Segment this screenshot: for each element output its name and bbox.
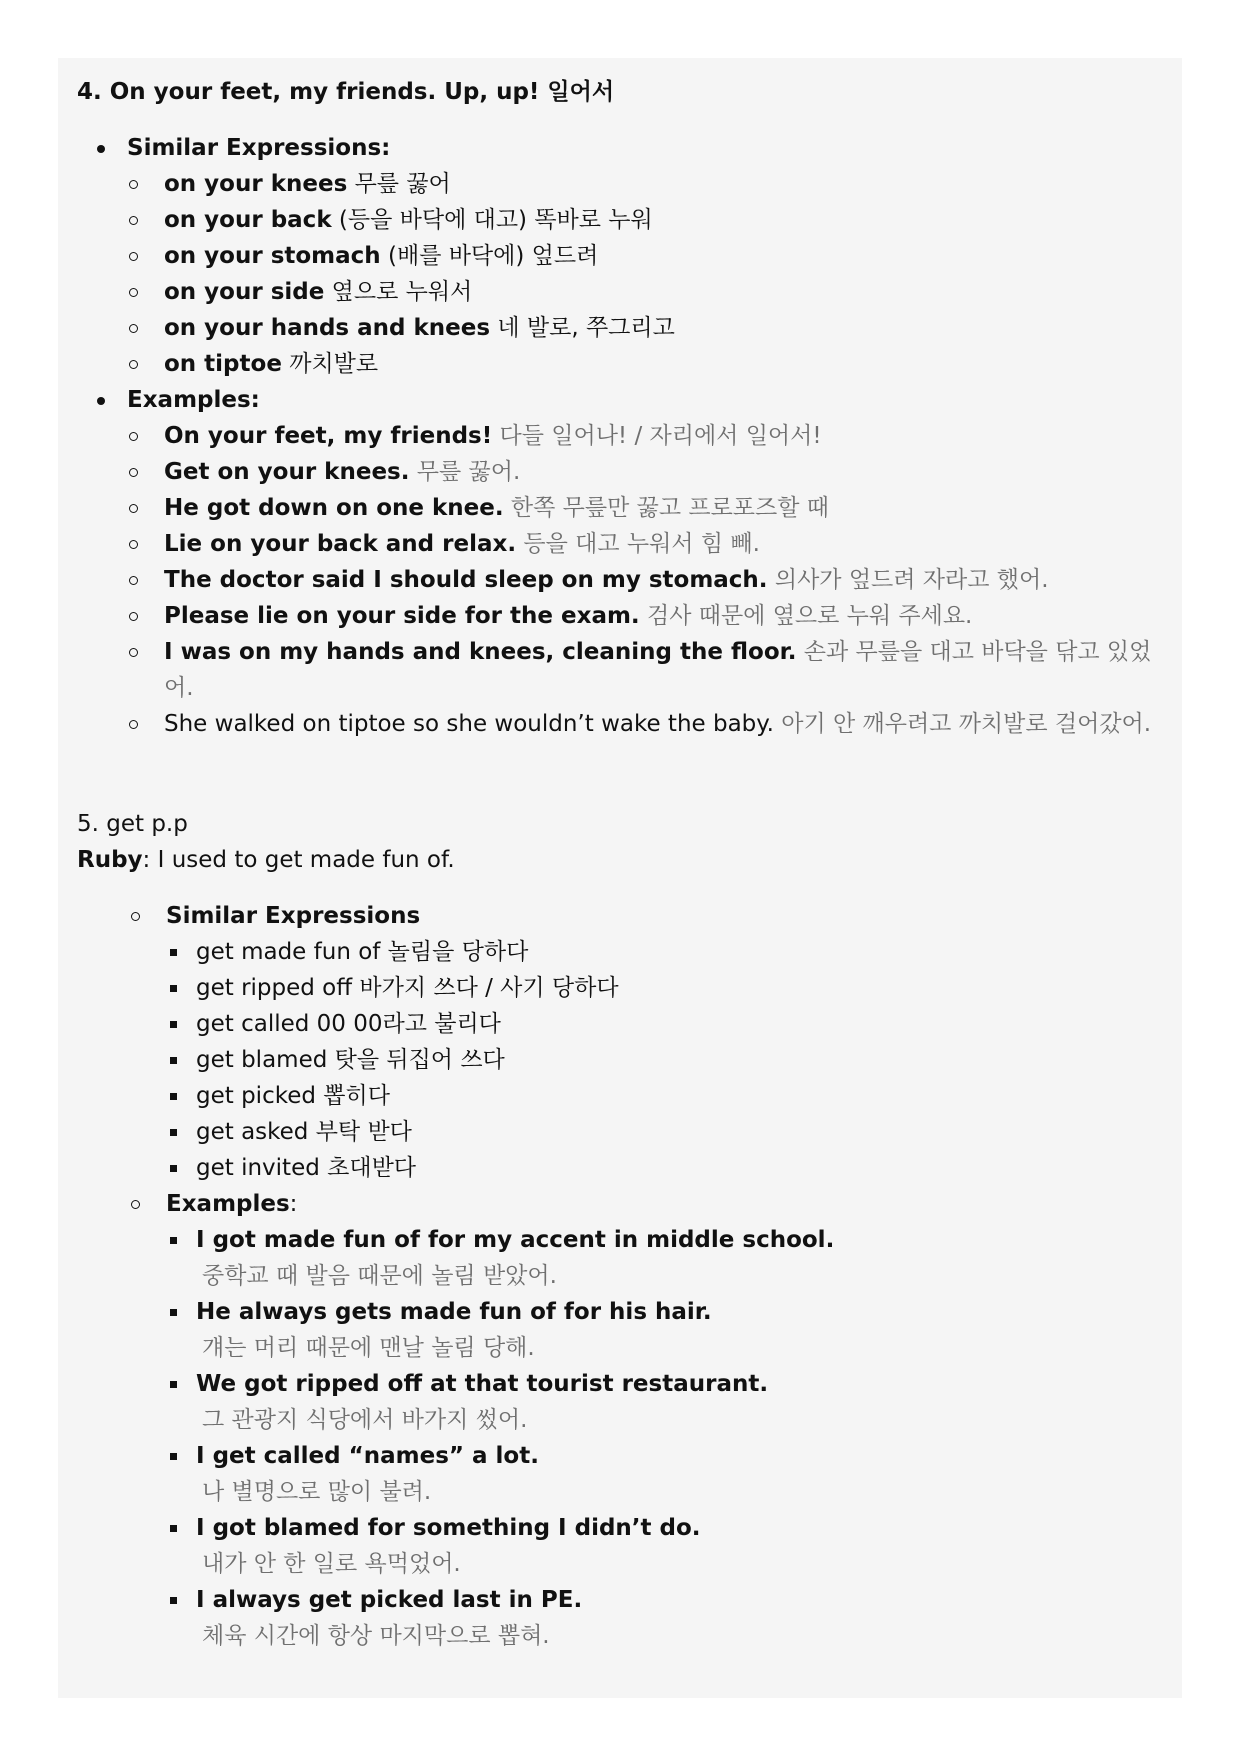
example-ko: 의사가 엎드려 자라고 했어. (767, 567, 1049, 593)
example-en: She walked on tiptoe so she wouldn’t wake the baby. (164, 711, 774, 737)
list-item (127, 526, 1168, 562)
section-4-list (77, 130, 1168, 742)
example-ko: 손과 무릎을 대고 바닥을 닦고 있었어. (164, 639, 1152, 701)
example-en: Lie on your back and relax. (164, 531, 517, 557)
example-ko: 검사 때문에 옆으로 누워 주세요. (639, 603, 973, 629)
example-ko: 나 별명으로 많이 불려. (202, 1479, 432, 1505)
example-en: On your feet, my friends! (164, 423, 493, 449)
expression-ko: (등을 바닥에 대고) 똑바로 누워 (331, 207, 653, 233)
example-en: He always gets made fun of for his hair. (196, 1299, 712, 1325)
example-ko: 한쪽 무릎만 꿇고 프로포즈할 때 (503, 495, 829, 521)
speaker-name: Ruby (77, 847, 143, 873)
example-ko: 중학교 때 발음 때문에 놀림 받았어. (202, 1263, 557, 1289)
expression-en: on your back (164, 207, 332, 233)
section-5-heading: 5. get p.p (77, 811, 188, 837)
example-ko: 내가 안 한 일로 욕먹었어. (202, 1551, 461, 1577)
example-en: I got blamed for something I didn’t do. (196, 1515, 701, 1541)
list-item (166, 1438, 1168, 1510)
expression-ko: 네 발로, 쭈그리고 (490, 315, 675, 341)
expression-en: on your stomach (164, 243, 381, 269)
dialogue-text: : I used to get made fun of. (142, 847, 455, 873)
dialogue-line (77, 842, 1168, 878)
list-item (127, 562, 1168, 598)
list-item (127, 346, 1168, 382)
document-page (58, 58, 1182, 1698)
list-item (127, 202, 1168, 238)
list-item (166, 1294, 1168, 1366)
list-item (127, 634, 1168, 706)
list-item (166, 1510, 1168, 1582)
example-ko: 아기 안 깨우려고 까치발로 걸어갔어. (773, 711, 1152, 737)
list-item: get blamed 탓을 뒤집어 쓰다 (166, 1042, 1168, 1078)
list-item: get called 00 00라고 불리다 (166, 1006, 1168, 1042)
similar-expressions-label: Similar Expressions (166, 903, 421, 929)
example-en: Get on your knees. (164, 459, 410, 485)
list-item: get picked 뽑히다 (166, 1078, 1168, 1114)
section-4-heading: 4. On your feet, my friends. Up, up! 일어서 (77, 79, 615, 105)
example-ko: 등을 대고 누워서 힘 빼. (516, 531, 760, 557)
examples-list (166, 1222, 1168, 1654)
list-item (166, 1366, 1168, 1438)
examples-item (77, 382, 1168, 742)
list-item (127, 418, 1168, 454)
examples-label: Examples: (127, 387, 260, 413)
expression-en: on your hands and knees (164, 315, 491, 341)
example-ko: 체육 시간에 항상 마지막으로 뽑혀. (202, 1623, 550, 1649)
similar-expressions-item (77, 130, 1168, 382)
list-item (127, 166, 1168, 202)
expression-en: on your knees (164, 171, 348, 197)
expression-en: on tiptoe (164, 351, 282, 377)
similar-expressions-list (166, 934, 1168, 1186)
example-ko: 그 관광지 식당에서 바가지 썼어. (202, 1407, 528, 1433)
list-item: get asked 부탁 받다 (166, 1114, 1168, 1150)
expression-ko: 옆으로 누워서 (324, 279, 473, 305)
expression-ko: 무릎 꿇어 (347, 171, 451, 197)
example-en: I was on my hands and knees, cleaning the floor. (164, 639, 797, 665)
list-item (127, 274, 1168, 310)
document-content (77, 74, 1168, 1654)
expression-ko: (배를 바닥에) 엎드려 (380, 243, 599, 269)
example-en: The doctor said I should sleep on my stomach. (164, 567, 768, 593)
example-ko: 걔는 머리 때문에 맨날 놀림 당해. (202, 1335, 535, 1361)
example-en: We got ripped off at that tourist restaurant. (196, 1371, 769, 1397)
expression-ko: 까치발로 (281, 351, 379, 377)
list-item (127, 706, 1168, 742)
example-en: Please lie on your side for the exam. (164, 603, 640, 629)
list-item (166, 1222, 1168, 1294)
list-item: get made fun of 놀림을 당하다 (166, 934, 1168, 970)
list-item (127, 490, 1168, 526)
example-en: I got made fun of for my accent in middle school. (196, 1227, 835, 1253)
examples-list (127, 418, 1168, 742)
example-ko: 무릎 꿇어. (409, 459, 521, 485)
example-en: He got down on one knee. (164, 495, 504, 521)
section-5-list (77, 898, 1168, 1654)
similar-expressions-list (127, 166, 1168, 382)
examples-colon: : (289, 1191, 298, 1217)
similar-expressions-label: Similar Expressions: (127, 135, 391, 161)
example-en: I get called “names” a lot. (196, 1443, 539, 1469)
list-item (127, 454, 1168, 490)
list-item (166, 1582, 1168, 1654)
list-item (127, 598, 1168, 634)
list-item (127, 238, 1168, 274)
example-ko: 다들 일어나! / 자리에서 일어서! (492, 423, 822, 449)
expression-en: on your side (164, 279, 325, 305)
list-item: get ripped off 바가지 쓰다 / 사기 당하다 (166, 970, 1168, 1006)
examples-label: Examples (166, 1191, 290, 1217)
examples-item (129, 1186, 1168, 1654)
example-en: I always get picked last in PE. (196, 1587, 583, 1613)
list-item: get invited 초대받다 (166, 1150, 1168, 1186)
list-item (127, 310, 1168, 346)
similar-expressions-item (129, 898, 1168, 1186)
